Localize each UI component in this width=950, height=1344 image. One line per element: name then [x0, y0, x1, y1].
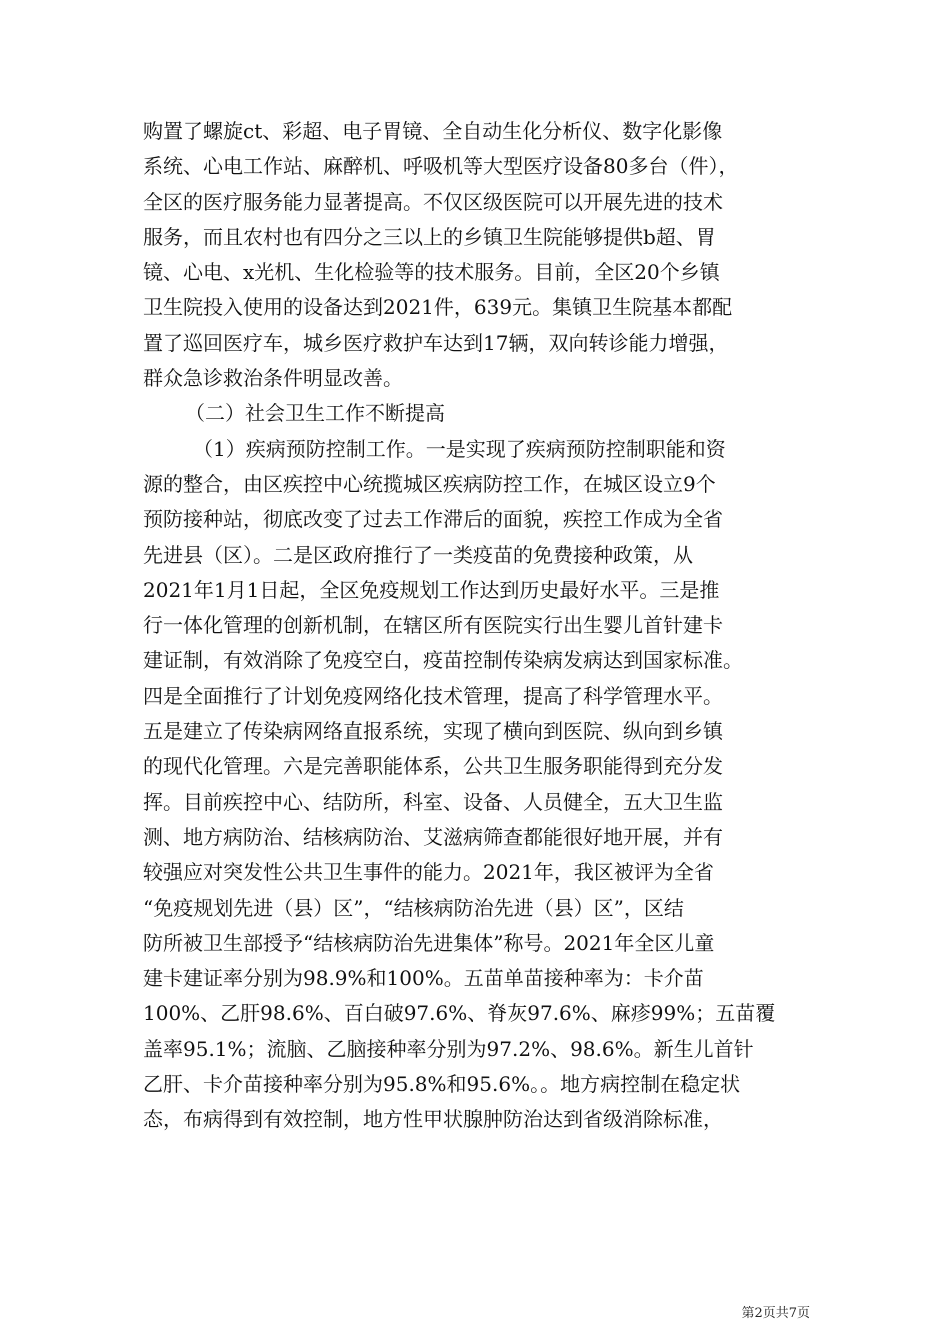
text-line: 系统、心电工作站、麻醉机、呼吸机等大型医疗设备80多台（件）， — [143, 154, 739, 179]
text-line: 服务，而且农村也有四分之三以上的乡镇卫生院能够提供b超、胃 — [143, 224, 716, 249]
text-line: 盖率95.1%；流脑、乙脑接种率分别为97.2%、98.6%。新生儿首针 — [143, 1036, 754, 1061]
text-line: 态，布病得到有效控制，地方性甲状腺肿防治达到省级消除标准， — [143, 1107, 723, 1132]
text-line: 镜、心电、x光机、生化检验等的技术服务。目前，全区20个乡镇 — [143, 260, 720, 285]
text-line: 四是全面推行了计划免疫网络化技术管理，提高了科学管理水平。 — [143, 683, 723, 708]
text-line: 乙肝、卡介苗接种率分别为95.8%和95.6%。。地方病控制在稳定状 — [143, 1072, 741, 1097]
text-line: 建证制，有效消除了免疫空白，疫苗控制传染病发病达到国家标准。 — [143, 648, 743, 673]
text-line: 2021年1月1日起，全区免疫规划工作达到历史最好水平。三是推 — [143, 577, 720, 602]
text-line: 购置了螺旋ct、彩超、电子胃镜、全自动生化分析仪、数字化影像 — [143, 119, 723, 143]
text-line: 五是建立了传染病网络直报系统，实现了横向到医院、纵向到乡镇 — [143, 719, 723, 744]
text-line: 群众急诊救治条件明显改善。 — [143, 366, 403, 391]
text-line: 行一体化管理的创新机制，在辖区所有医院实行出生婴儿首针建卡 — [143, 613, 723, 638]
paragraph-first-line: （1）疾病预防控制工作。一是实现了疾病预防控制职能和资 — [193, 436, 726, 461]
text-line: 卫生院投入使用的设备达到2021件，639元。集镇卫生院基本都配 — [143, 295, 733, 320]
text-line: 先进县（区）。二是区政府推行了一类疫苗的免费接种政策，从 — [143, 542, 693, 567]
text-line: “免疫规划先进（县）区”，“结核病防治先进（县）区”，区结 — [143, 895, 684, 920]
page-number: 第2页共7页 — [741, 1306, 810, 1321]
document-body — [143, 114, 813, 1138]
text-line: 100%、乙肝98.6%、百白破97.6%、脊灰97.6%、麻疹99%；五苗覆 — [143, 1001, 776, 1026]
section-heading: （二）社会卫生工作不断提高 — [185, 401, 445, 426]
text-line: 源的整合，由区疾控中心统揽城区疾病防控工作，在城区设立9个 — [143, 471, 716, 496]
text-line: 较强应对突发性公共卫生事件的能力。2021年，我区被评为全省 — [143, 860, 714, 885]
text-line: 防所被卫生部授予“结核病防治先进集体”称号。2021年全区儿童 — [143, 930, 715, 955]
text-line: 预防接种站，彻底改变了过去工作滞后的面貌，疾控工作成为全省 — [143, 507, 723, 532]
text-line: 测、地方病防治、结核病防治、艾滋病筛查都能很好地开展，并有 — [143, 824, 723, 849]
text-line: 挥。目前疾控中心、结防所，科室、设备、人员健全，五大卫生监 — [143, 789, 723, 814]
text-line: 全区的医疗服务能力显著提高。不仅区级医院可以开展先进的技术 — [143, 189, 723, 214]
text-line: 的现代化管理。六是完善职能体系，公共卫生服务职能得到充分发 — [143, 754, 723, 779]
text-line: 置了巡回医疗车，城乡医疗救护车达到17辆，双向转诊能力增强， — [143, 330, 729, 355]
text-line: 建卡建证率分别为98.9%和100%。五苗单苗接种率为：卡介苗 — [143, 966, 704, 991]
